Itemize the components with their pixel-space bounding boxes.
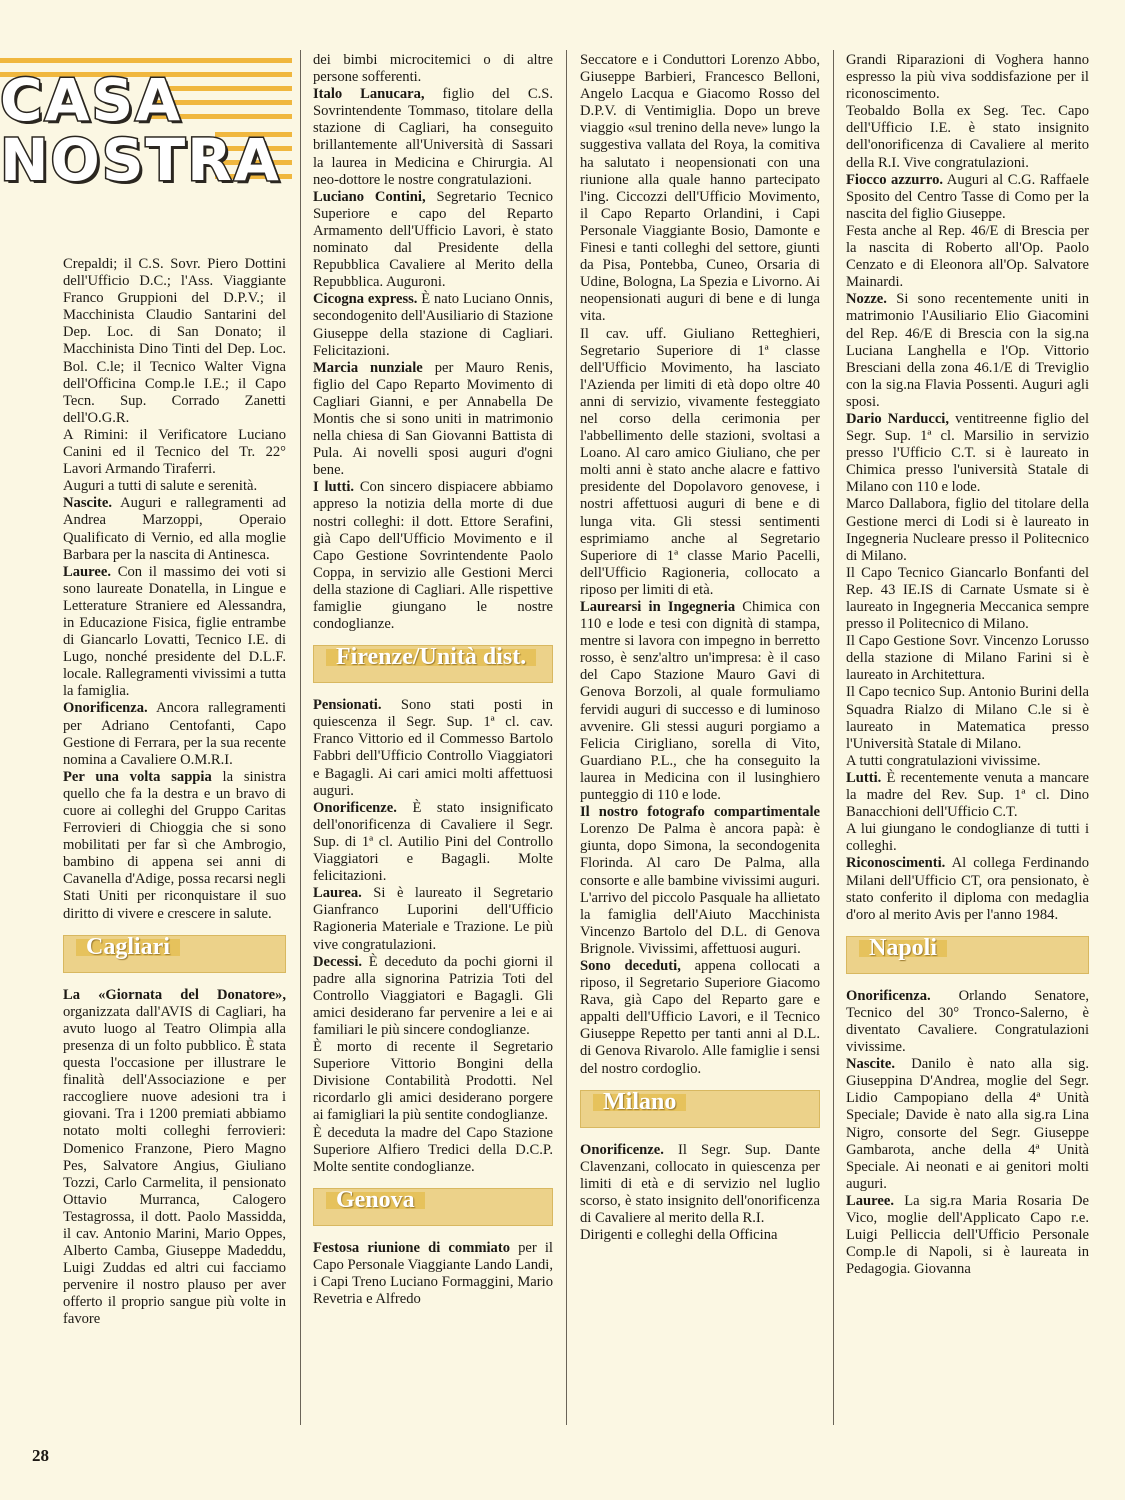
paragraph: Onorificenza. Orlando Senatore, Tecnico del 30° Tronco-Salerno, è diventato Cavaliere. Congratulazioni vivissime. [846,987,1089,1056]
paragraph: Decessi. È deceduto da pochi giorni il padre alla signorina Patrizia Toti del Controllo Viaggiatori e Bagagli. Gli amici desiderano far pervenire a lei e ai familiari le più sincere condoglianze. [313,953,553,1038]
paragraph-heading: La «Giornata del Donatore», [63,986,286,1003]
paragraph: I lutti. Con sincero dispiacere abbiamo appreso la notizia della morte di due nostri colleghi: il dott. Ettore Serafini, già Capo dell'Ufficio Movimento e il Capo Gestione Sovrintendente Paolo Coppa, in servizio alle Gestioni Merci della stazione di Cagliari. Alle rispettive famiglie giungano le nostre condoglianze. [313,479,554,633]
paragraph-heading: Luciano Contini, [313,188,426,205]
column-divider [300,50,301,1425]
paragraph: Dirigenti e colleghi della Officina [580,1227,778,1244]
paragraph: Dario Narducci, ventitreenne figlio del Segr. Sup. 1ª cl. Marsilio in servizio presso l'Ufficio C.T. si è laureato in Chimica presso l'università Statale di Milano con 110 e lode. [846,410,1089,496]
section-banner-firenze [313,645,553,683]
paragraph: È deceduta la madre del Capo Stazione Superiore Alfiero Tredici della D.C.P. Molte sentite condoglianze. [313,1124,553,1175]
paragraph: A Rimini: il Verificatore Luciano Canini ed il Tecnico del Tr. 22° Lavori Armando Tiraferri. [63,426,286,478]
paragraph: Teobaldo Bolla ex Seg. Tec. Capo dell'Ufficio I.E. è stato insignito dell'onorificenza di Cavaliere al merito della R.I. Vive congratulazioni. [846,103,1089,171]
column-2 [313,52,553,1308]
paragraph-heading: Dario Narducci, [846,410,950,427]
column-4 [846,52,1089,1278]
page-number: 28 [32,1446,49,1465]
paragraph: Cicogna express. È nato Luciano Onnis, secondogenito dell'Ausiliario di Stazione Giuseppe della stazione di Cagliari. Felicitazioni. [313,291,553,359]
paragraph-heading: Onorificenza. [63,700,148,717]
paragraph: Marcia nunziale per Mauro Renis, figlio del Capo Reparto Movimento di Cagliari Gianni, e per Annabella De Montis che si sono uniti in matrimonio nella chiesa di San Giovanni Battista di Pula. Ai novelli sposi auguri d'ogni bene. [313,359,553,479]
paragraph: Il cav. uff. Giuliano Retteghieri, Segretario Superiore di 1ª classe dell'Ufficio Movimento, ha lasciato l'Azienda per limiti di età dopo oltre 40 anni di servizio, vivamente festeggiato nel corso della cerimonia per l'abbellimento delle stazioni, svoltasi a Loano. Al caro amico Giuliano, che per molti anni è stato anche alacre e fattivo presidente del Dopolavoro genovese, i nostri affettuosi auguri di bene e di lunga vita. Gli stessi sentimenti esprimiamo anche al Segretario Superiore di 1ª classe Mario Pacelli, dell'Ufficio Ragioneria, collocato a riposo per limiti di età. [580,325,820,598]
paragraph: Lauree. Con il massimo dei voti si sono laureate Donatella, in Lingue e Letterature Straniere ed Alessandra, in Educazione Fisica, figlie entrambe di Giancarlo Lovatti, Tecnico I.E. di Lugo, nonché presidente del D.L.F. locale. Rallegramenti vivissimi a tutta la famiglia. [63,563,286,700]
paragraph: Per una volta sappia la sinistra quello che fa la destra e un bravo di cuore ai colleghi del Gruppo Caritas Ferrovieri di Chioggia che si sono mobilitati per far sì che Ambrogio, bambino di appena sei anni di Cavanella d'Adige, possa recarsi negli Stati Uniti per riconquistare il suo diritto di vivere e crescere in salute. [63,768,286,922]
paragraph: Nascite. Danilo è nato alla sig. Giuseppina D'Andrea, moglie del Segr. Lidio Campopiano della 4ª Unità Speciale; Davide è nato alla sig.ra Lina Nigro, consorte del Segr. Giuseppe Gambarota, anche della 4ª Unità Speciale. Ai neonati e ai genitori molti auguri. [846,1056,1089,1192]
paragraph: L'arrivo del piccolo Pasquale ha allietato la famiglia dell'Aiuto Macchinista Vincenzo Bartolo del D.L. di Genova Brignole. Vivissimi, affettuosi auguri. [580,889,820,957]
paragraph-heading: Lauree. [846,1192,894,1209]
paragraph: Riconoscimenti. Al collega Ferdinando Milani dell'Ufficio CT, ora pensionato, è stato conferito il diploma con medaglia d'oro al merito Avis per l'anno 1984. [846,855,1089,923]
paragraph-heading: Onorificenze. [580,1141,664,1158]
paragraph-heading: Italo Lanucara, [313,86,425,103]
paragraph: Seccatore e i Conduttori Lorenzo Abbo, Giuseppe Barbieri, Francesco Belloni, Angelo Lacqua e Giacomo Rosso del D.P.V. di Ventimiglia. Dopo un breve viaggio «sul trenino della neve» lungo la suggestiva vallata del Roya, la comitiva ha salutato i neopensionati con una riunione alla quale hanno partecipato l'ing. Ciccozzi dell'Ufficio Movimento, il Capo Reparto Orlandini, i Capi Personale Viaggiante Bosio, Damonte e Finesi e tanti colleghi del settore, giunti da Pisa, Pontebba, Cuneo, Orsaria di Udine, Bologna, La Spezia e Livorno. Ai neopensionati auguri di bene e di lunga vita. [580,52,820,325]
paragraph-heading: Onorificenza. [846,987,931,1004]
paragraph-heading: Sono deceduti, [580,957,681,974]
paragraph: Crepaldi; il C.S. Sovr. Piero Dottini dell'Ufficio D.C.; l'Ass. Viaggiante Franco Gruppioni del D.P.V.; il Macchinista Claudio Santarini del Dep. Loc. di San Donato; il Macchinista Dino Tinti del Dep. Loc. Bol. C.le; il Tecnico Walter Vigna dell'Officina Comp.le I.E.; il Capo Tecn. Sup. Corrado Zanetti dell'O.G.R. [63,256,286,426]
paragraph-heading: Fiocco azzurro. [846,171,944,188]
paragraph-heading: I lutti. [313,479,355,496]
masthead-title-line2: NOSTRA [0,126,281,194]
paragraph-heading: Nascite. [846,1056,896,1073]
paragraph-heading: Per una volta sappia [63,768,212,785]
paragraph: Italo Lanucara, figlio del C.S. Sovrintendente Tommaso, titolare della stazione di Cagliari, ha conseguito brillantemente all'Università di Sassari la laurea in Medicina e Chirurgia. Al neo-dottore le nostre congratulazioni. [313,86,553,188]
paragraph: Luciano Contini, Segretario Tecnico Superiore e capo del Reparto Armamento dell'Ufficio Lavori, è stato nominato dal Presidente della Repubblica Cavaliere al Merito della Repubblica. Auguroni. [313,188,553,291]
paragraph: Onorificenze. Il Segr. Sup. Dante Clavenzani, collocato in quiescenza per limiti di età e di servizio nel luglio scorso, è stato insignito dell'onorificenza di Cavaliere al merito della R.I. [580,1141,820,1226]
paragraph-heading: Onorificenze. [313,799,397,816]
paragraph: Grandi Riparazioni di Voghera hanno espresso la più viva soddisfazione per il riconoscimento. [846,52,1089,103]
section-banner-milano [580,1090,820,1128]
paragraph-heading: Lauree. [63,563,111,580]
paragraph-heading: Riconoscimenti. [846,855,946,872]
paragraph: Onorificenza. Ancora rallegramenti per Adriano Centofanti, Capo Gestione di Ferrara, per la sua recente nomina a Cavaliere O.M.R.I. [63,700,286,768]
column-3 [580,52,820,1244]
paragraph-heading: Lutti. [846,769,882,786]
section-title: Genova [326,1192,425,1209]
paragraph: Fiocco azzurro. Auguri al C.G. Raffaele Sposito del Centro Tasse di Como per la nascita del figlio Giuseppe. [846,171,1090,222]
section-banner-napoli [846,936,1089,974]
paragraph-heading: Nascite. [63,495,113,512]
section-title: Firenze/Unità dist. [326,649,536,666]
column-divider [833,50,834,1425]
paragraph-heading: Laurea. [313,885,362,902]
paragraph: Marco Dallabora, figlio del titolare della Gestione merci di Lodi si è laureato in Ingegneria Nucleare presso il Politecnico di Milano. [846,496,1089,564]
paragraph-heading: Nozze. [846,291,887,308]
paragraph: Nascite. Auguri e rallegramenti ad Andrea Marzoppi, Operaio Qualificato di Vernio, ed alla moglie Barbara per la nascita di Antinesca. [63,495,286,563]
paragraph: Il Capo Tecnico Giancarlo Bonfanti del Rep. 43 IE.IS di Carnate Usmate si è laureato in Ingegneria Meccanica sempre presso il Politecnico di Milano. [846,564,1089,633]
section-banner-cagliari [63,935,286,973]
paragraph: Laurea. Si è laureato il Segretario Gianfranco Luporini dell'Ufficio Ragioneria Materiale e Trazione. Le più vive congratulazioni. [313,885,553,953]
paragraph-heading: Laurearsi in Ingegneria [580,599,736,615]
paragraph: Pensionati. Sono stati posti in quiescenza il Segr. Sup. 1ª cl. cav. Franco Vittorio ed il Commesso Bartolo Fabbri dell'Ufficio Controllo Viaggiatori e Bagagli. Ai cari amici molti affettuosi auguri. [313,697,553,799]
section-title: Cagliari [76,939,180,956]
paragraph: Lutti. È recentemente venuta a mancare la madre del Rev. Sup. 1ª cl. Dino Banacchioni dell'Ufficio C.T. [846,769,1089,821]
paragraph: Nozze. Si sono recentemente uniti in matrimonio l'Ausiliario Elio Giacomini del Rep. 46/E di Brescia con la sig.na Luciana Langhella e l'Op. Vittorio Bresciani della zona 46.1/E di Treviglio con la sig.na Flavia Possenti. Auguri agli sposi. [846,291,1089,410]
paragraph: La «Giornata del Donatore», organizzata dall'AVIS di Cagliari, ha avuto luogo al Teatro Olimpia alla presenza di un folto pubblico. È stata questa l'occasione per illustrare le finalità dell'Associazione e per raccogliere nuove adesioni tra i giovani. Tra i 1200 premiati abbiamo notato molti colleghi ferrovieri: Domenico Franzone, Piero Magno Pes, Salvatore Angius, Giuliano Tozzi, Carlo Carmelita, il pensionato Ottavio Murranca, Calogero Testagrossa, il dott. Paolo Massidda, il cav. Antonio Marini, Mario Oppes, Alberto Camba, Giuseppe Madeddu, Luigi Zuddas ed altri cui facciamo pervenire il nostro plauso per aver offerto il proprio sangue più volte in favore [63,986,286,1328]
masthead [0,52,292,192]
column-divider [566,50,567,1425]
paragraph: Sono deceduti, appena collocati a riposo, il Segretario Superiore Giacomo Rava, già Capo del Reparto gare e appalti dell'Ufficio Lavori, e il Tecnico Giuseppe Repetto per tanti anni al D.L. di Genova Rivarolo. Alle famiglie i sensi del nostro cordoglio. [580,957,820,1077]
paragraph: Laurearsi in Ingegneria Chimica con 110 e lode e tesi con dignità di stampa, mentre si lavora con impegno in berretto rosso, è senz'altro un'impresa: è il caso del Capo Stazione Mauro Gavi di Genova Borzoli, al quale formuliamo fervidi auguri di successo e di luminoso avvenire. Gli stessi auguri porgiamo a Felicia Cirigliano, sorella di Vito, Guardiano P.L., che ha conseguito la laurea in Medicina con il lusinghiero punteggio di 110 e lode. [580,599,820,804]
paragraph: A tutti congratulazioni vivissime. [846,752,1041,769]
paragraph-heading: Pensionati. [313,697,382,714]
paragraph-heading: Il nostro fotografo compartimentale [580,804,820,821]
paragraph-heading: Marcia nunziale [313,359,423,376]
column-1 [63,256,286,1329]
paragraph-heading: Decessi. [313,953,363,970]
section-title: Napoli [859,940,947,957]
paragraph: Il Capo tecnico Sup. Antonio Burini della Squadra Rialzo di Milano C.le si è laureato in Matematica presso l'Università Statale di Milano. [846,684,1089,752]
paragraph: Il nostro fotografo compartimentale Lorenzo De Palma è ancora papà: è giunta, dopo Simona, la secondogenita Florinda. Al caro De Palma, alla consorte e alle bambine vivissimi auguri. [580,804,820,889]
masthead-title-line1: CASA [0,66,183,134]
paragraph-heading: Cicogna express. [313,291,418,308]
paragraph: Auguri a tutti di salute e serenità. [63,478,258,495]
paragraph: Lauree. La sig.ra Maria Rosaria De Vico, moglie dell'Applicato Capo r.e. Luigi Pelliccia dell'Ufficio Personale Comp.le di Napoli, si è laureata in Pedagogia. Giovanna [846,1192,1089,1278]
paragraph: Onorificenze. È stato insignificato dell'onorificenza di Cavaliere il Segr. Sup. di 1ª cl. Autilio Pini del Controllo Viaggiatori e Bagagli. Molte felicitazioni. [313,799,553,885]
paragraph: dei bimbi microcitemici o di altre persone sofferenti. [313,52,553,86]
section-banner-genova [313,1188,553,1226]
paragraph: Festosa riunione di commiato per il Capo Personale Viaggiante Lando Landi, i Capi Treno Luciano Formaggini, Mario Revetria e Alfredo [313,1239,553,1308]
paragraph: A lui giungano le condoglianze di tutti i colleghi. [846,821,1089,855]
paragraph: È morto di recente il Segretario Superiore Vittorio Bongini della Divisione Contabilità Prodotti. Nel ricordarlo gli amici desiderano porgere ai famigliari la più sentite condoglianze. [313,1039,553,1124]
paragraph: Il Capo Gestione Sovr. Vincenzo Lorusso della stazione di Milano Farini si è laureato in Architettura. [846,633,1089,684]
paragraph-heading: Festosa riunione di commiato [313,1239,511,1256]
section-title: Milano [593,1094,686,1111]
paragraph: Festa anche al Rep. 46/E di Brescia per la nascita di Roberto all'Op. Paolo Cenzato e di Eleonora all'Op. Salvatore Mainardi. [846,222,1089,291]
